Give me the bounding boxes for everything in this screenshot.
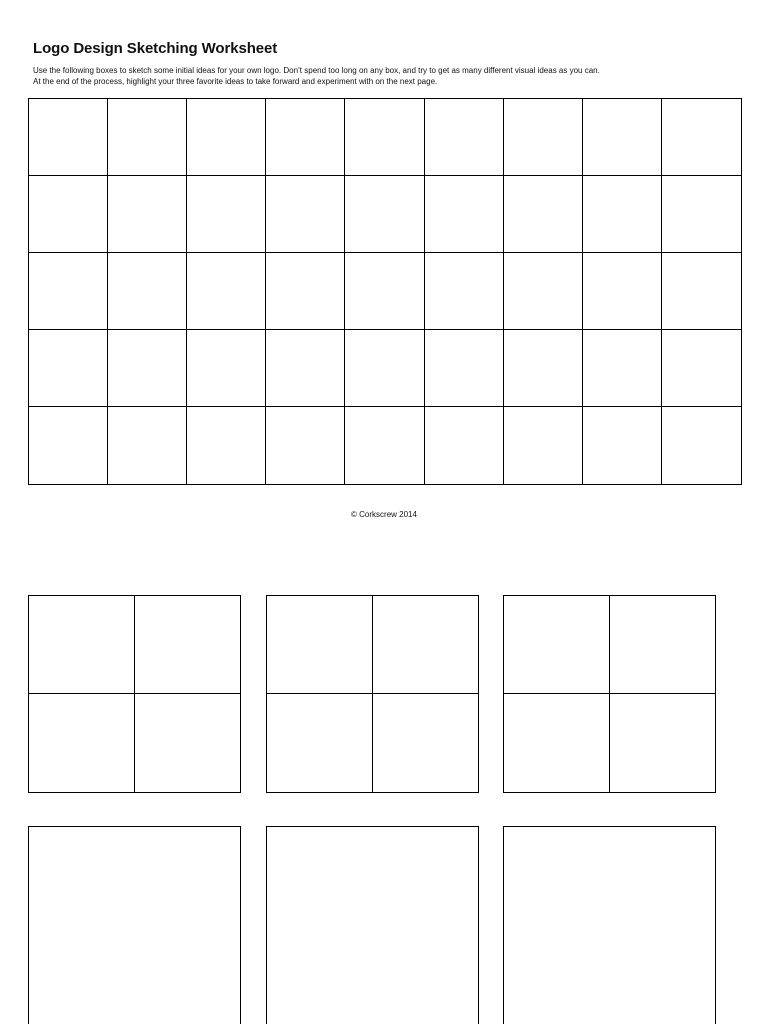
instruction-line: Use the following boxes to sketch some initial ideas for your own logo. Don’t spend too long on any box, and try to get as many different visual ideas as you can. — [33, 66, 600, 75]
sketch-cell[interactable] — [345, 330, 424, 407]
sketch-cell[interactable] — [29, 596, 135, 694]
sketch-cell[interactable] — [610, 694, 716, 792]
sketch-cell[interactable] — [29, 407, 108, 484]
refine-quad-box-1 — [28, 595, 241, 793]
sketch-cell[interactable] — [108, 330, 187, 407]
sketch-cell[interactable] — [267, 694, 373, 792]
sketch-cell[interactable] — [108, 407, 187, 484]
sketch-cell[interactable] — [267, 596, 373, 694]
sketch-cell[interactable] — [662, 253, 741, 330]
sketch-cell[interactable] — [187, 99, 266, 176]
sketch-cell[interactable] — [135, 694, 241, 792]
sketch-cell[interactable] — [108, 253, 187, 330]
final-sketch-box-1[interactable] — [28, 826, 241, 1024]
sketch-cell[interactable] — [108, 99, 187, 176]
sketch-cell[interactable] — [345, 176, 424, 253]
sketch-cell[interactable] — [266, 330, 345, 407]
sketch-cell[interactable] — [345, 253, 424, 330]
instruction-line: At the end of the process, highlight your three favorite ideas to take forward and experiment with on the next page. — [33, 77, 438, 86]
sketch-cell[interactable] — [373, 596, 479, 694]
sketch-cell[interactable] — [425, 253, 504, 330]
sketch-cell[interactable] — [425, 99, 504, 176]
sketch-cell[interactable] — [187, 253, 266, 330]
sketch-cell[interactable] — [29, 176, 108, 253]
sketch-cell[interactable] — [504, 176, 583, 253]
copyright-footer: © Corkscrew 2014 — [351, 510, 417, 519]
sketch-cell[interactable] — [135, 596, 241, 694]
sketch-cell[interactable] — [504, 330, 583, 407]
sketch-cell[interactable] — [266, 407, 345, 484]
sketch-cell[interactable] — [662, 176, 741, 253]
sketch-cell[interactable] — [266, 176, 345, 253]
sketch-cell[interactable] — [662, 407, 741, 484]
final-sketch-box-2[interactable] — [266, 826, 479, 1024]
sketch-cell[interactable] — [583, 176, 662, 253]
sketch-cell[interactable] — [425, 330, 504, 407]
sketch-cell[interactable] — [187, 330, 266, 407]
final-sketch-box-3[interactable] — [503, 826, 716, 1024]
sketch-cell[interactable] — [504, 596, 610, 694]
sketch-cell[interactable] — [504, 99, 583, 176]
sketch-cell[interactable] — [29, 253, 108, 330]
refine-quad-box-2 — [266, 595, 479, 793]
sketch-cell[interactable] — [29, 330, 108, 407]
worksheet-title: Logo Design Sketching Worksheet — [33, 40, 278, 57]
sketch-cell[interactable] — [266, 99, 345, 176]
sketch-cell[interactable] — [610, 596, 716, 694]
sketch-cell[interactable] — [266, 253, 345, 330]
sketch-cell[interactable] — [583, 253, 662, 330]
sketch-cell[interactable] — [373, 694, 479, 792]
refine-quad-box-3 — [503, 595, 716, 793]
sketch-cell[interactable] — [504, 407, 583, 484]
instructions — [33, 65, 743, 87]
sketch-cell[interactable] — [662, 330, 741, 407]
sketch-cell[interactable] — [504, 694, 610, 792]
sketch-cell[interactable] — [187, 176, 266, 253]
sketch-cell[interactable] — [662, 99, 741, 176]
sketch-grid — [28, 98, 742, 485]
sketch-cell[interactable] — [504, 253, 583, 330]
sketch-cell[interactable] — [583, 330, 662, 407]
sketch-cell[interactable] — [108, 176, 187, 253]
sketch-cell[interactable] — [29, 694, 135, 792]
sketch-cell[interactable] — [345, 407, 424, 484]
sketch-cell[interactable] — [583, 99, 662, 176]
sketch-cell[interactable] — [29, 99, 108, 176]
sketch-cell[interactable] — [583, 407, 662, 484]
sketch-cell[interactable] — [425, 407, 504, 484]
sketch-cell[interactable] — [345, 99, 424, 176]
sketch-cell[interactable] — [187, 407, 266, 484]
sketch-cell[interactable] — [425, 176, 504, 253]
